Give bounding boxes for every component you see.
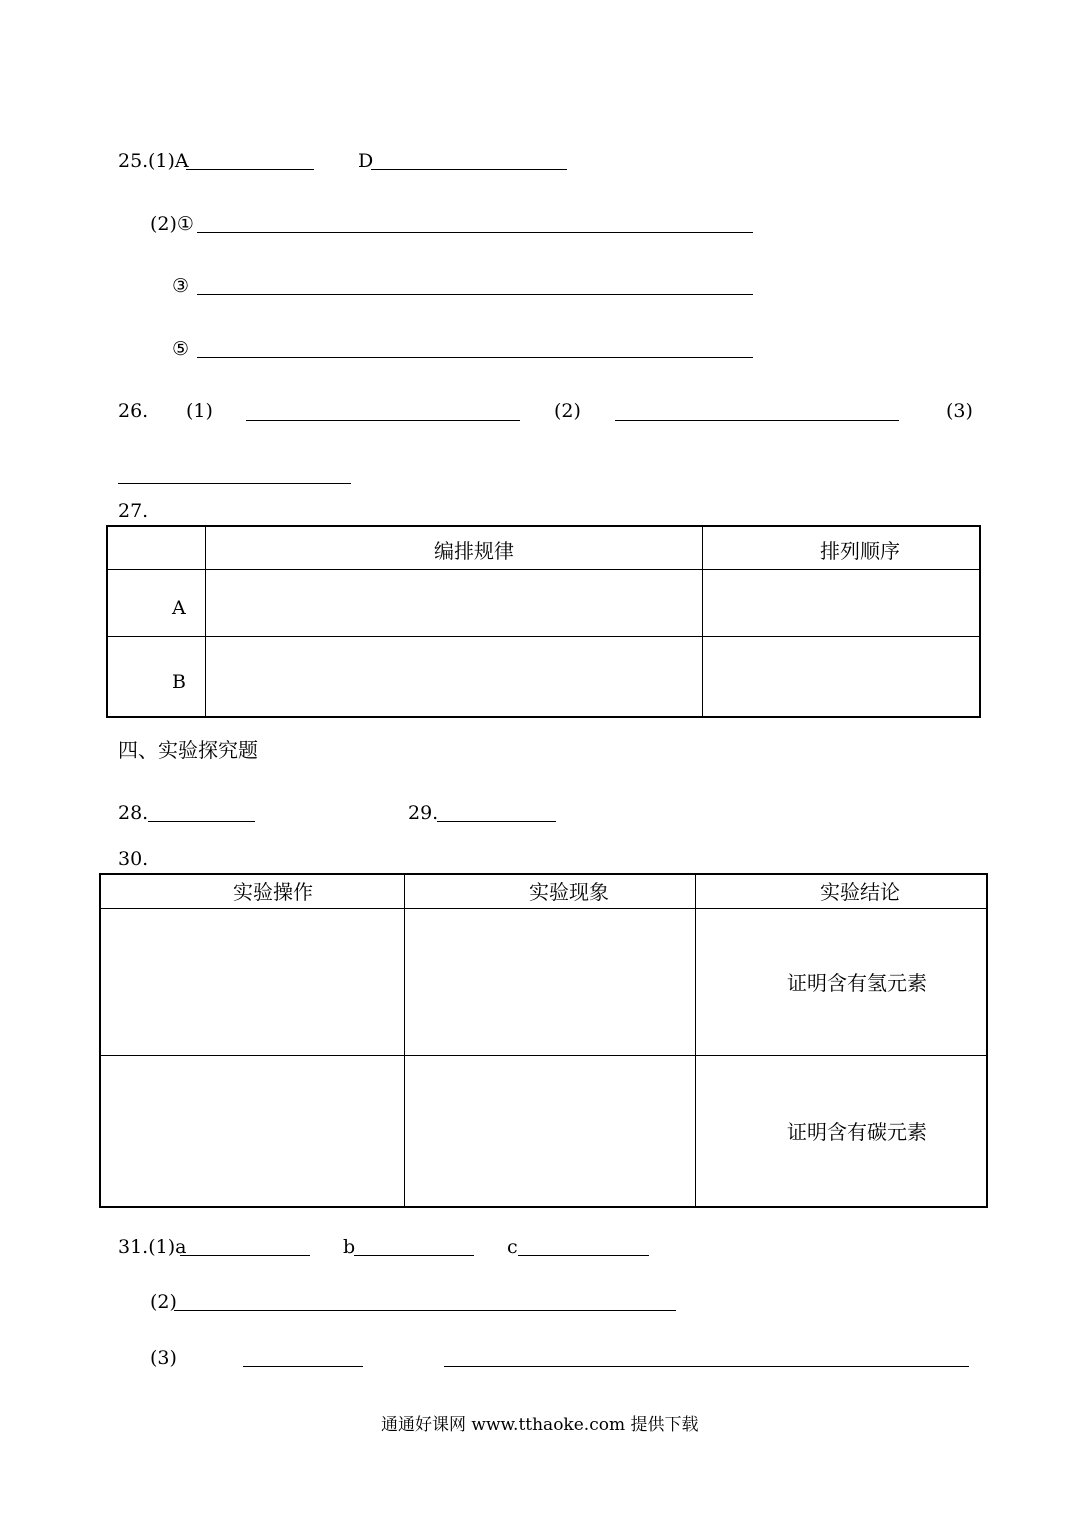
q26-answer-3-blank[interactable] (118, 483, 351, 484)
q31-answer-b-blank[interactable] (354, 1255, 474, 1256)
q26-answer-2-blank[interactable] (615, 420, 899, 421)
q30-header-operation: 实验操作 (233, 880, 313, 904)
q27-b-rule-cell[interactable] (207, 638, 700, 714)
q27-b-order-cell[interactable] (704, 638, 977, 714)
q25-part1-d-label: D (358, 150, 374, 172)
q25-label: 25. (118, 150, 149, 172)
q26-part2-label: (2) (554, 400, 581, 422)
q27-row-a-label: A (172, 597, 186, 619)
q30-row1-operation-cell[interactable] (103, 910, 402, 1053)
q25-part2-label: (2)① (150, 213, 194, 235)
q31-part1-a-label: 31.(1)a (118, 1236, 187, 1258)
q26-label: 26. (118, 400, 149, 422)
q30-table (99, 873, 988, 1208)
q30-table-divider-2 (695, 875, 696, 1206)
q30-header-conclusion: 实验结论 (820, 880, 900, 904)
q25-answer-5-blank[interactable] (197, 357, 753, 358)
q30-row2-phenomenon-cell[interactable] (407, 1057, 693, 1204)
q29-answer-blank[interactable] (437, 821, 556, 822)
q27-header-order: 排列顺序 (820, 539, 900, 563)
q25-answer-3-blank[interactable] (197, 294, 753, 295)
q31-answer-2-blank[interactable] (174, 1310, 676, 1311)
q30-table-row-divider-2 (101, 1055, 986, 1056)
q26-answer-1-blank[interactable] (246, 420, 520, 421)
q25-answer-d-blank[interactable] (371, 169, 567, 170)
q30-label: 30. (118, 848, 149, 870)
q27-table-row-divider-1 (108, 569, 979, 570)
q27-a-order-cell[interactable] (704, 571, 977, 635)
q26-part1-label: (1) (186, 400, 213, 422)
q25-part1-label: (1)A (148, 150, 189, 172)
q31-answer-3b-blank[interactable] (444, 1366, 969, 1367)
q27-table-divider-1 (205, 527, 206, 716)
q30-table-divider-1 (404, 875, 405, 1206)
q27-table-row-divider-2 (108, 636, 979, 637)
q27-table-divider-2 (702, 527, 703, 716)
q26-part3-label: (3) (946, 400, 973, 422)
q30-row1-phenomenon-cell[interactable] (407, 910, 693, 1053)
q25-circle3-label: ③ (172, 275, 190, 297)
q25-answer-a-blank[interactable] (186, 169, 314, 170)
q30-table-row-divider-1 (101, 908, 986, 909)
q30-row1-conclusion: 证明含有氢元素 (787, 971, 927, 995)
q31-answer-3a-blank[interactable] (243, 1366, 363, 1367)
q30-header-phenomenon: 实验现象 (529, 880, 609, 904)
q27-a-rule-cell[interactable] (207, 571, 700, 635)
q28-label: 28. (118, 802, 149, 824)
q31-part2-label: (2) (150, 1291, 177, 1313)
q27-label: 27. (118, 500, 149, 522)
q30-row2-operation-cell[interactable] (103, 1057, 402, 1204)
q27-table (106, 525, 981, 718)
q31-part1-c-label: c (507, 1236, 518, 1258)
q31-part3-label: (3) (150, 1347, 177, 1369)
q25-answer-1-blank[interactable] (197, 232, 753, 233)
q29-label: 29. (408, 802, 439, 824)
q27-row-b-label: B (172, 671, 186, 693)
q31-answer-c-blank[interactable] (518, 1255, 649, 1256)
q30-row2-conclusion: 证明含有碳元素 (787, 1120, 927, 1144)
q31-part1-b-label: b (343, 1236, 356, 1258)
footer-source-text: 通通好课网 www.tthaoke.com 提供下载 (381, 1415, 699, 1435)
q25-circle5-label: ⑤ (172, 338, 190, 360)
q28-answer-blank[interactable] (148, 821, 255, 822)
section-4-title: 四、实验探究题 (118, 738, 258, 762)
q31-answer-a-blank[interactable] (180, 1255, 310, 1256)
q27-header-rule: 编排规律 (434, 539, 514, 563)
